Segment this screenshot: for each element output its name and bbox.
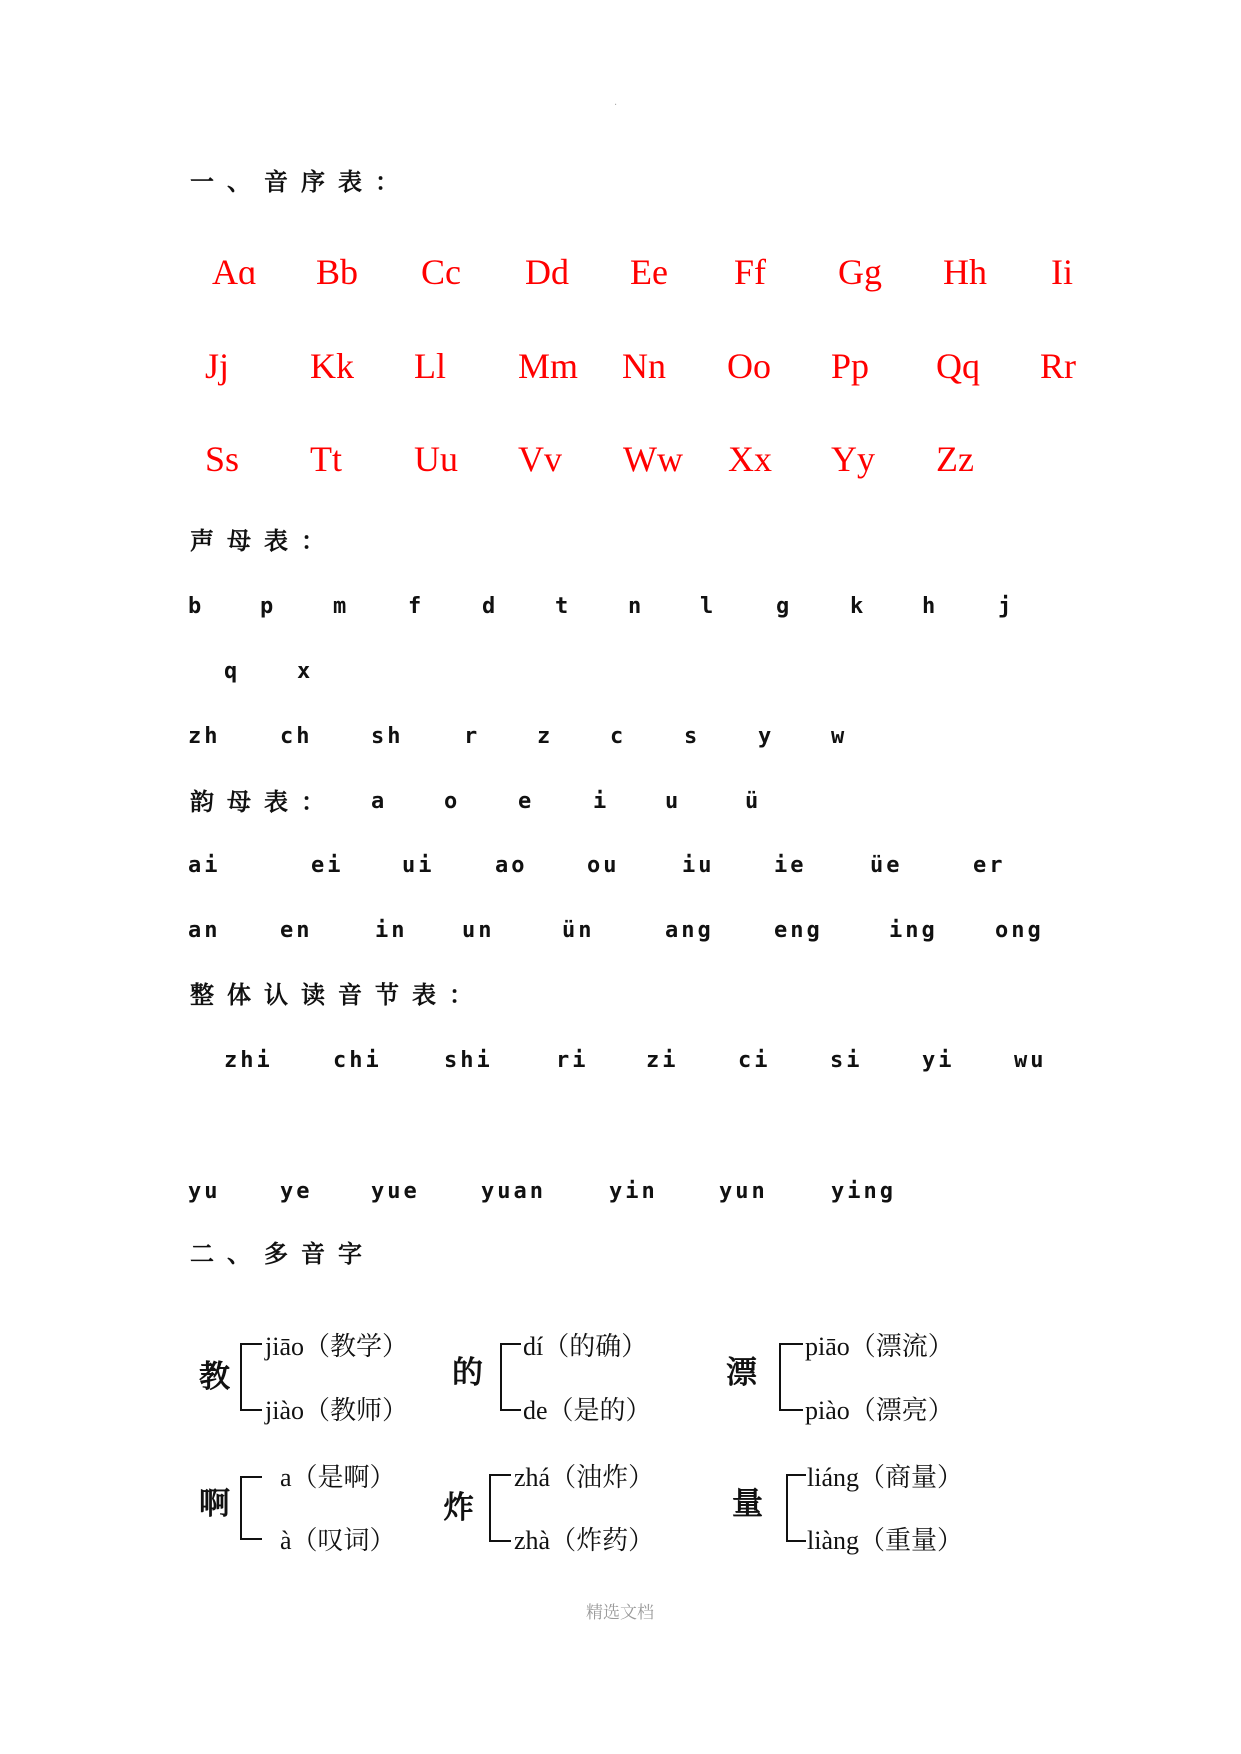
alphabet-letter: Ss <box>205 439 240 479</box>
polyphone-reading: jiào（教师） <box>265 1396 408 1425</box>
polyphone-reading: à（叹词） <box>280 1526 396 1555</box>
alphabet-letter: Tt <box>310 439 342 479</box>
whole-syllable: zi <box>646 1048 679 1073</box>
polyphone-reading: piào（漂亮） <box>805 1396 954 1425</box>
initial: h <box>922 594 939 619</box>
final: ui <box>402 853 435 878</box>
alphabet-letter: Pp <box>831 346 870 386</box>
initial: zh <box>188 724 221 749</box>
initial: p <box>260 594 277 619</box>
polyphone-reading: de（是的） <box>523 1396 652 1425</box>
bracket-icon <box>779 1343 803 1411</box>
section-title-initials: 声母表： <box>190 527 338 555</box>
polyphone-reading: zhá（油炸） <box>514 1463 655 1492</box>
alphabet-letter: Yy <box>831 439 875 479</box>
final: ün <box>562 918 595 943</box>
initial: t <box>555 594 572 619</box>
final: en <box>280 918 313 943</box>
final: ai <box>188 853 221 878</box>
alphabet-letter: Ll <box>414 346 446 386</box>
final: ü <box>745 789 762 814</box>
final: ie <box>774 853 807 878</box>
final: e <box>518 789 535 814</box>
final: a <box>371 789 388 814</box>
polyphone-character: 的 <box>452 1355 483 1391</box>
initial: c <box>610 724 627 749</box>
alphabet-letter: Vv <box>518 439 562 479</box>
polyphone-character: 漂 <box>726 1355 757 1391</box>
alphabet-letter: Uu <box>414 439 458 479</box>
initial: m <box>333 594 350 619</box>
whole-syllable: shi <box>444 1048 493 1073</box>
initial: y <box>758 724 775 749</box>
whole-syllable: wu <box>1014 1048 1047 1073</box>
alphabet-letter: Gg <box>838 252 882 292</box>
final: un <box>462 918 495 943</box>
initial: q <box>224 659 241 684</box>
polyphone-character: 炸 <box>443 1490 474 1526</box>
final: iu <box>682 853 715 878</box>
section-title-alphabet: 一、音序表： <box>190 168 412 196</box>
alphabet-letter: Qq <box>936 346 980 386</box>
section-title-whole-syllables: 整体认读音节表： <box>190 981 486 1009</box>
polyphone-reading: zhà（炸药） <box>514 1526 655 1555</box>
alphabet-letter: Oo <box>727 346 771 386</box>
final: er <box>973 853 1006 878</box>
polyphone-reading: liàng（重量） <box>807 1526 963 1555</box>
alphabet-letter: Ee <box>630 252 668 292</box>
alphabet-letter: Rr <box>1040 346 1076 386</box>
final: u <box>665 789 682 814</box>
alphabet-letter: Jj <box>205 346 230 386</box>
final: i <box>593 789 610 814</box>
whole-syllable: yun <box>719 1179 768 1204</box>
alphabet-letter: Nn <box>622 346 666 386</box>
polyphone-reading: dí（的确） <box>523 1332 648 1361</box>
initial: z <box>537 724 554 749</box>
initial: f <box>408 594 425 619</box>
final: ou <box>587 853 620 878</box>
final: an <box>188 918 221 943</box>
alphabet-letter: Aɑ <box>212 252 257 292</box>
whole-syllable: chi <box>333 1048 382 1073</box>
polyphone-character: 啊 <box>199 1486 230 1522</box>
bracket-icon <box>786 1474 806 1542</box>
final: o <box>444 789 461 814</box>
whole-syllable: yue <box>371 1179 420 1204</box>
initial: w <box>831 724 848 749</box>
section-title-finals: 韵母表： <box>190 788 338 816</box>
whole-syllable: ci <box>738 1048 771 1073</box>
bracket-icon <box>240 1476 262 1540</box>
top-mark: . <box>614 97 618 108</box>
bracket-icon <box>489 1474 511 1542</box>
whole-syllable: ri <box>556 1048 589 1073</box>
final: ong <box>995 918 1044 943</box>
alphabet-letter: Ww <box>623 439 683 479</box>
initial: s <box>684 724 701 749</box>
initial: r <box>464 724 481 749</box>
alphabet-letter: Zz <box>936 439 974 479</box>
final: eng <box>774 918 823 943</box>
whole-syllable: ye <box>280 1179 313 1204</box>
alphabet-letter: Xx <box>728 439 772 479</box>
whole-syllable: ying <box>831 1179 896 1204</box>
initial: ch <box>280 724 313 749</box>
initial: j <box>998 594 1015 619</box>
alphabet-letter: Hh <box>943 252 987 292</box>
polyphone-character: 量 <box>732 1486 763 1522</box>
initial: d <box>482 594 499 619</box>
final: üe <box>870 853 903 878</box>
footer-label: 精选文档 <box>586 1603 654 1623</box>
initial: g <box>776 594 793 619</box>
whole-syllable: yu <box>188 1179 221 1204</box>
alphabet-letter: Cc <box>421 252 461 292</box>
whole-syllable: si <box>830 1048 863 1073</box>
whole-syllable: yin <box>609 1179 658 1204</box>
polyphone-reading: liáng（商量） <box>807 1463 963 1492</box>
whole-syllable: zhi <box>224 1048 273 1073</box>
alphabet-letter: Bb <box>316 252 359 292</box>
final: ing <box>889 918 938 943</box>
initial: n <box>628 594 645 619</box>
initial: sh <box>371 724 404 749</box>
polyphone-reading: a（是啊） <box>280 1463 396 1492</box>
final: ei <box>311 853 344 878</box>
final: in <box>375 918 408 943</box>
bracket-icon <box>240 1343 262 1411</box>
final: ao <box>495 853 528 878</box>
section-title-polyphones: 二、多音字 <box>190 1240 375 1268</box>
initial: b <box>188 594 205 619</box>
alphabet-letter: Kk <box>310 346 354 386</box>
polyphone-reading: jiāo（教学） <box>265 1332 408 1361</box>
final: ang <box>665 918 714 943</box>
alphabet-letter: Ff <box>734 252 767 292</box>
initial: l <box>700 594 717 619</box>
bracket-icon <box>500 1343 521 1411</box>
whole-syllable: yi <box>922 1048 955 1073</box>
alphabet-letter: Mm <box>518 346 579 386</box>
polyphone-reading: piāo（漂流） <box>805 1332 954 1361</box>
whole-syllable: yuan <box>481 1179 546 1204</box>
polyphone-character: 教 <box>199 1359 230 1395</box>
initial: x <box>297 659 314 684</box>
initial: k <box>850 594 867 619</box>
alphabet-letter: Dd <box>525 252 569 292</box>
alphabet-letter: Ii <box>1051 252 1073 292</box>
